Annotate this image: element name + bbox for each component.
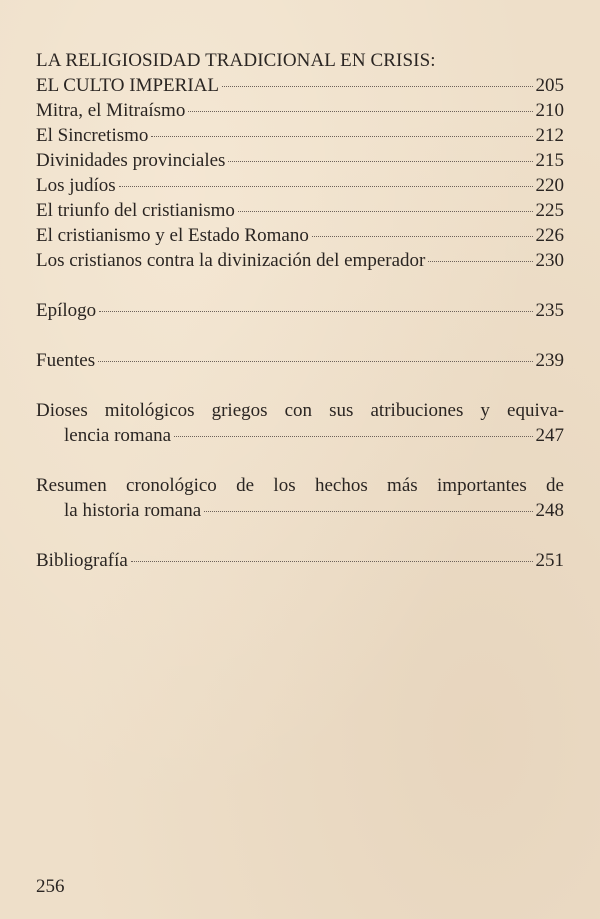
toc-entry-continuation [36, 498, 564, 523]
dot-leader [151, 135, 532, 137]
toc-entry-page: 248 [535, 500, 564, 521]
toc-entry-title: El cristianismo y el Estado Romano [36, 225, 309, 246]
toc-entry-page: 215 [535, 150, 564, 171]
dot-leader [119, 185, 533, 187]
dot-leader [174, 435, 532, 437]
dot-leader [312, 235, 533, 237]
toc-entry-title: Epílogo [36, 300, 97, 321]
toc-entry-title-line2: lencia romana [64, 425, 172, 446]
toc-entry-cristianos [36, 248, 564, 273]
dot-leader [99, 310, 532, 312]
toc-entry-title: Fuentes [36, 350, 96, 371]
dot-leader [228, 160, 532, 162]
toc-entry-resumen [36, 473, 564, 523]
dot-leader [188, 110, 532, 112]
toc-entry-page: 220 [535, 175, 564, 196]
toc-entry-title-line2: la historia romana [64, 500, 202, 521]
toc-entry-title-line1: Dioses mitológicos griegos con sus atribuciones y equiva- [36, 400, 564, 421]
dot-leader [98, 360, 532, 362]
toc-entry-title: EL CULTO IMPERIAL [36, 75, 219, 96]
toc-entry-title: Los judíos [36, 175, 116, 196]
toc-entry-page: 225 [535, 200, 564, 221]
toc-entry-epilogo [36, 298, 564, 323]
toc-entry-dioses [36, 398, 564, 448]
table-of-contents [36, 48, 564, 573]
toc-entry-bibliografia [36, 548, 564, 573]
toc-entry-divinidades [36, 148, 564, 173]
toc-entry-page: 230 [535, 250, 564, 271]
toc-entry-title: El Sincretismo [36, 125, 149, 146]
toc-entry-page: 235 [535, 300, 564, 321]
toc-entry-title: Bibliografía [36, 550, 128, 571]
toc-entry-fuentes [36, 348, 564, 373]
dot-leader [428, 260, 532, 262]
toc-entry-title: Los cristianos contra la divinización del emperador [36, 250, 426, 271]
dot-leader [238, 210, 533, 212]
toc-entry-page: 210 [535, 100, 564, 121]
toc-entry-title: Mitra, el Mitraísmo [36, 100, 186, 121]
toc-entry-mitra [36, 98, 564, 123]
toc-entry-title: Divinidades provinciales [36, 150, 226, 171]
toc-entry-page: 212 [535, 125, 564, 146]
toc-entry-title: El triunfo del cristianismo [36, 200, 235, 221]
toc-entry-page: 251 [535, 550, 564, 571]
section-heading: LA RELIGIOSIDAD TRADICIONAL EN CRISIS: [36, 50, 436, 71]
toc-entry-continuation [36, 423, 564, 448]
toc-entry-title-line1: Resumen cronológico de los hechos más importantes de [36, 475, 564, 496]
dot-leader [222, 85, 533, 87]
toc-entry-judios [36, 173, 564, 198]
toc-entry-page: 226 [535, 225, 564, 246]
toc-entry-page: 205 [535, 75, 564, 96]
toc-entry-estado-romano [36, 223, 564, 248]
toc-entry-culto-imperial [36, 73, 564, 98]
toc-entry-page: 247 [535, 425, 564, 446]
toc-entry-triunfo [36, 198, 564, 223]
dot-leader [204, 510, 532, 512]
toc-entry-page: 239 [535, 350, 564, 371]
dot-leader [131, 560, 533, 562]
toc-entry-sincretismo [36, 123, 564, 148]
page-number: 256 [36, 876, 65, 897]
